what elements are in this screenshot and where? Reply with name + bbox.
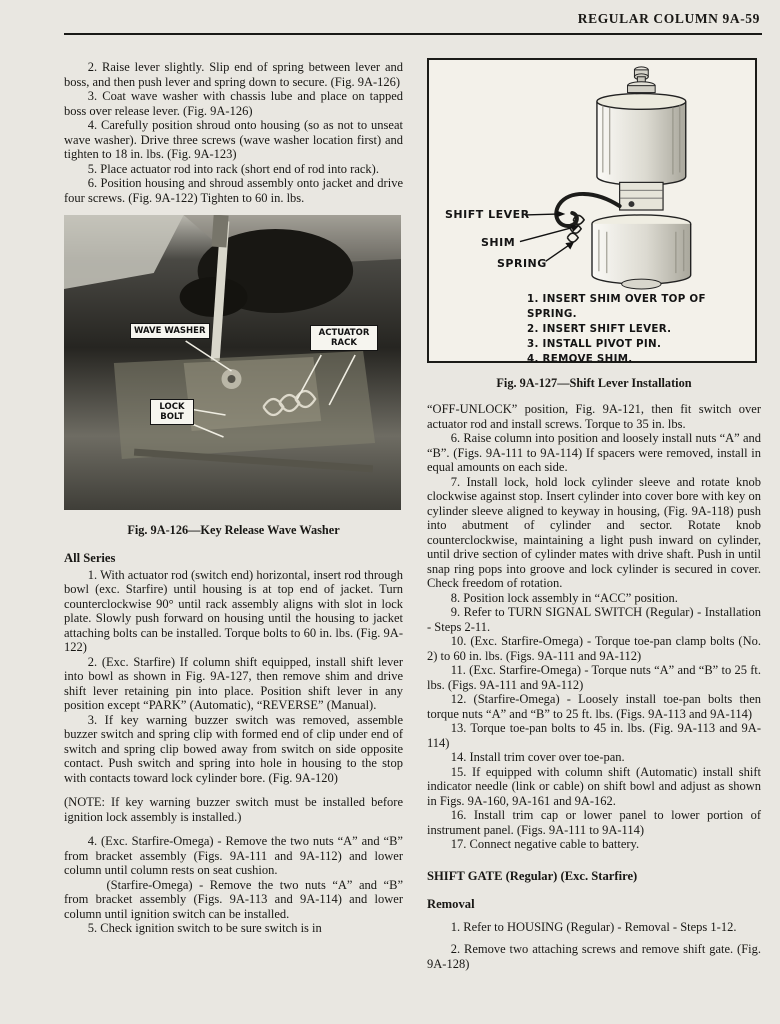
- figure-caption-9a-126: Fig. 9A-126—Key Release Wave Washer: [127, 523, 340, 537]
- callout-label: WAVE WASHER: [134, 326, 206, 336]
- callout-label: ACTUATOR RACK: [318, 328, 370, 349]
- right-column: [427, 58, 761, 971]
- step-paragraph: 7. Install lock, hold lock cylinder sleeve and rotate knob clockwise against stop. Insert cylinder into cover bore with key on cylinder sleeve aligned to keyway in housing, (Fig. 9A-118) push into abutment of cylinder and sector. Rotate knob counterclockwise, maintaining a light push inward on cylinder, until drive section of cylinder mates with drive shaft. Push in until snap ring pops into groove and lock cylinder is secured in cover. Check freedom of rotation.: [427, 474, 761, 591]
- figure-caption-9a-127: Fig. 9A-127—Shift Lever Installation: [496, 376, 692, 390]
- step-paragraph: 5. Check ignition switch to be sure switch is in: [87, 921, 322, 936]
- diagram-instruction-list: [527, 292, 755, 367]
- step-paragraph: “OFF-UNLOCK” position, Fig. 9A-121, then fit switch over actuator rod and install screws. Torque to 35 in. lbs.: [427, 402, 761, 431]
- step-paragraph: 4. (Exc. Starfire-Omega) - Remove the two nuts “A” and “B” from bracket assembly (Figs. 9A-111 and 9A-112) and lower column until column rests on seat cushion.: [64, 834, 403, 878]
- callout-actuator-rack: [310, 325, 378, 351]
- section-heading-shift-gate: SHIFT GATE (Regular) (Exc. Starfire): [427, 868, 638, 883]
- step-paragraph: (Starfire-Omega) - Remove the two nuts “A” and “B” from bracket assembly (Figs. 9A-113 and 9A-114) and lower column until ignition switch can be installed.: [64, 877, 403, 921]
- step-paragraph: 13. Torque toe-pan bolts to 45 in. lbs. (Fig. 9A-113 and 9A-114): [427, 721, 761, 750]
- shift-lever-diagram: [427, 58, 757, 363]
- step-paragraph: 3. Coat wave washer with chassis lube and place on tapped boss over release lever. (Fig. 9A-126): [64, 89, 403, 118]
- callout-lock-bolt: [150, 399, 194, 425]
- step-paragraph: 4. Carefully position shroud onto housing (so as not to unseat wave washer). Drive three screws (wave washer location first) and tighten to 18 in. lbs. (Fig. 9A-123): [64, 118, 403, 161]
- step-paragraph: 5. Place actuator rod into rack (short end of rod into rack).: [87, 161, 379, 176]
- instruction-item: 2. INSERT SHIFT LEVER.: [527, 323, 672, 335]
- step-paragraph: 3. If key warning buzzer switch was removed, assemble buzzer switch and spring clip with formed end of clip under end of switch and spring clip bowed away from switch on side opposite contact. Push switch and spring into hole in housing to the stop with contacts toward lock cylinder bore. (Fig. 9A-120): [64, 712, 403, 785]
- section-heading-all-series: All Series: [64, 551, 116, 566]
- diagram-label-shift-lever: SHIFT LEVER: [445, 208, 530, 221]
- section-heading-removal: Removal: [427, 897, 475, 912]
- left-column: [64, 60, 403, 936]
- step-paragraph: 2. (Exc. Starfire) If column shift equipped, install shift lever into bowl as shown in Fig. 9A-127, then remove shim and drive shift lever retaining pin into place. Position shift lever in any position except “PARK” (Automatic), “REVERSE” (Manual).: [64, 654, 403, 713]
- instruction-item: 3. INSTALL PIVOT PIN.: [527, 338, 662, 350]
- step-paragraph: 10. (Exc. Starfire-Omega) - Torque toe-pan clamp bolts (No. 2) to 60 in. lbs. (Figs. 9A-111 and 9A-112): [427, 634, 761, 663]
- step-paragraph: 6. Raise column into position and loosely install nuts “A” and “B”. (Figs. 9A-111 to 9A-114) If spacers were removed, install in equal amounts on each side.: [427, 431, 761, 475]
- step-paragraph: 14. Install trim cover over toe-pan.: [450, 750, 625, 765]
- diagram-label-shim: SHIM: [481, 236, 516, 249]
- figure-9a-126: [64, 215, 403, 537]
- key-release-photo: [64, 215, 401, 510]
- step-paragraph: 2. Remove two attaching screws and remove shift gate. (Fig. 9A-128): [427, 942, 761, 971]
- callout-wave-washer: [130, 323, 210, 339]
- step-paragraph: 2. Raise lever slightly. Slip end of spring between lever and boss, and then push lever and spring down to secure. (Fig. 9A-126): [64, 60, 403, 89]
- note-paragraph: (NOTE: If key warning buzzer switch must be installed before ignition lock assembly is installed.): [64, 795, 403, 824]
- diagram-label-spring: SPRING: [497, 257, 547, 270]
- step-paragraph: 1. With actuator rod (switch end) horizontal, insert rod through bowl (exc. Starfire) until housing is at top end of jacket. Turn counterclockwise 90° until rack assembly aligns with slot in lock plate. Slowly push forward on housing until the housing to jacket attaching bolts can be installed. Torque bolts to 60 in. lbs. (Fig. 9A-122): [64, 567, 403, 655]
- step-paragraph: 11. (Exc. Starfire-Omega) - Torque nuts “A” and “B” to 25 ft. lbs. (Figs. 9A-111 and 9A-112): [427, 663, 761, 692]
- step-paragraph: 8. Position lock assembly in “ACC” position.: [450, 590, 678, 605]
- step-paragraph: 9. Refer to TURN SIGNAL SWITCH (Regular) - Installation - Steps 2-11.: [427, 605, 761, 634]
- step-paragraph: 15. If equipped with column shift (Automatic) install shift indicator needle (link or cable) on shift bowl and adjust as shown in Figs. 9A-160, 9A-161 and 9A-162.: [427, 764, 761, 808]
- callout-label: LOCK BOLT: [159, 402, 185, 423]
- step-paragraph: 17. Connect negative cable to battery.: [450, 837, 640, 852]
- page-header: REGULAR COLUMN 9A-59: [577, 11, 760, 26]
- instruction-item: 1. INSERT SHIM OVER TOP OF SPRING.: [527, 293, 706, 320]
- instruction-item: 4. REMOVE SHIM.: [527, 353, 633, 365]
- step-paragraph: 12. (Starfire-Omega) - Loosely install toe-pan bolts then torque nuts “A” and “B” to 25 ft. lbs. (Figs. 9A-113 and 9A-114): [427, 692, 761, 721]
- figure-9a-127: [427, 58, 761, 390]
- header-rule: [64, 33, 762, 35]
- photo-artwork: [64, 215, 401, 510]
- step-paragraph: 16. Install trim cap or lower panel to lower portion of instrument panel. (Figs. 9A-111 to 9A-114): [427, 808, 761, 837]
- step-paragraph: 6. Position housing and shroud assembly onto jacket and drive four screws. (Fig. 9A-122) Tighten to 60 in. lbs.: [64, 176, 403, 205]
- step-paragraph: 1. Refer to HOUSING (Regular) - Removal - Steps 1-12.: [450, 919, 737, 934]
